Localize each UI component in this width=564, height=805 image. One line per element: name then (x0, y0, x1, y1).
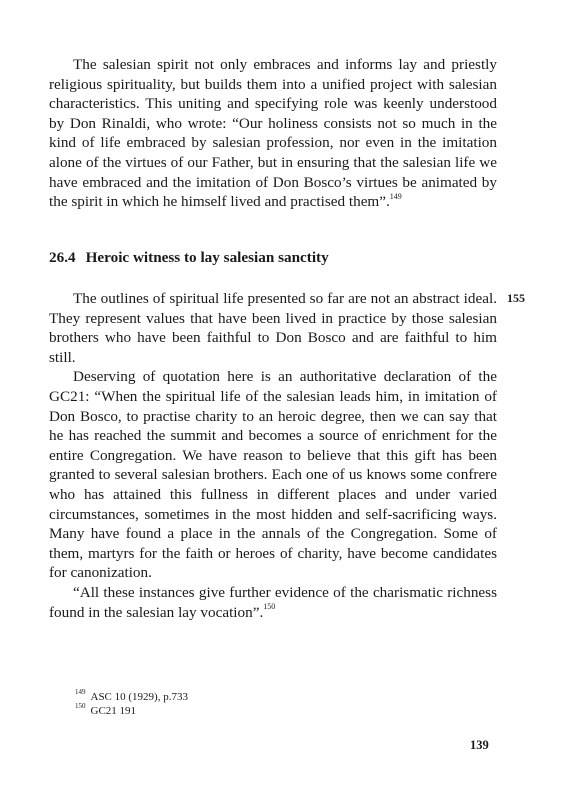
footnotes (75, 690, 188, 718)
footnote (75, 704, 188, 718)
footnote-text: ASC 10 (1929), p.733 (90, 691, 188, 703)
page-number: 139 (470, 738, 489, 752)
footnote-ref-150: 150 (263, 602, 276, 612)
footnote-number: 150 (75, 702, 86, 711)
footnote-text: GC21 191 (90, 705, 137, 717)
paragraph-4-text: “All these instances give further evidence of the charismatic richness found in the salesian lay vocation”. (49, 583, 497, 621)
paragraph-3: Deserving of quotation here is an authoritative declaration of the GC21: “When the spiritual life of the salesian leads him, in imitation of Don Bosco, to practise charity to an heroic degree, then we can say that he has reached the summit and becomes a source of enrichment for the entire Congregation. We have reason to believe that this gift has been granted to several salesian brothers. Each one of us knows some confrere who has attained this fullness in different places and under varied circumstances, sometimes in the most hidden and self-sacrificing ways. Many have found a place in the annals of the Congregation. Some of them, martyrs for the faith or heroes of charity, have become candidates for canonization. (49, 368, 497, 582)
footnote-number: 149 (75, 688, 86, 697)
footnote (75, 690, 188, 704)
paragraph-1 (49, 55, 497, 212)
footnote-ref-149: 149 (389, 192, 402, 202)
section-number: 26.4 (49, 249, 76, 266)
margin-number: 155 (507, 291, 525, 305)
section-heading (49, 249, 329, 267)
paragraph-1-text: The salesian spirit not only embraces and informs lay and priestly religious spirituality, but builds them into a unified project with salesian characteristics. This uniting and specifying role was keenly understood by Don Rinaldi, who wrote: “Our holiness consists not so much in the kind of life embraced by salesian profession, nor even in the imitation alone of the virtues of our Father, but in ensuring that the salesian life we have embraced and the imitation of Don Bosco’s virtues be animated by the spirit in which he himself lived and practised them”. (49, 56, 497, 211)
paragraph-2: The outlines of spiritual life presented so far are not an abstract ideal. They represent values that have been lived in practice by those salesian brothers who have been faithful to Don Bosco and are faithful to him still. (49, 290, 497, 366)
paragraph-4 (49, 583, 497, 622)
section-title: Heroic witness to lay salesian sanctity (85, 249, 329, 266)
section-body (49, 289, 497, 622)
